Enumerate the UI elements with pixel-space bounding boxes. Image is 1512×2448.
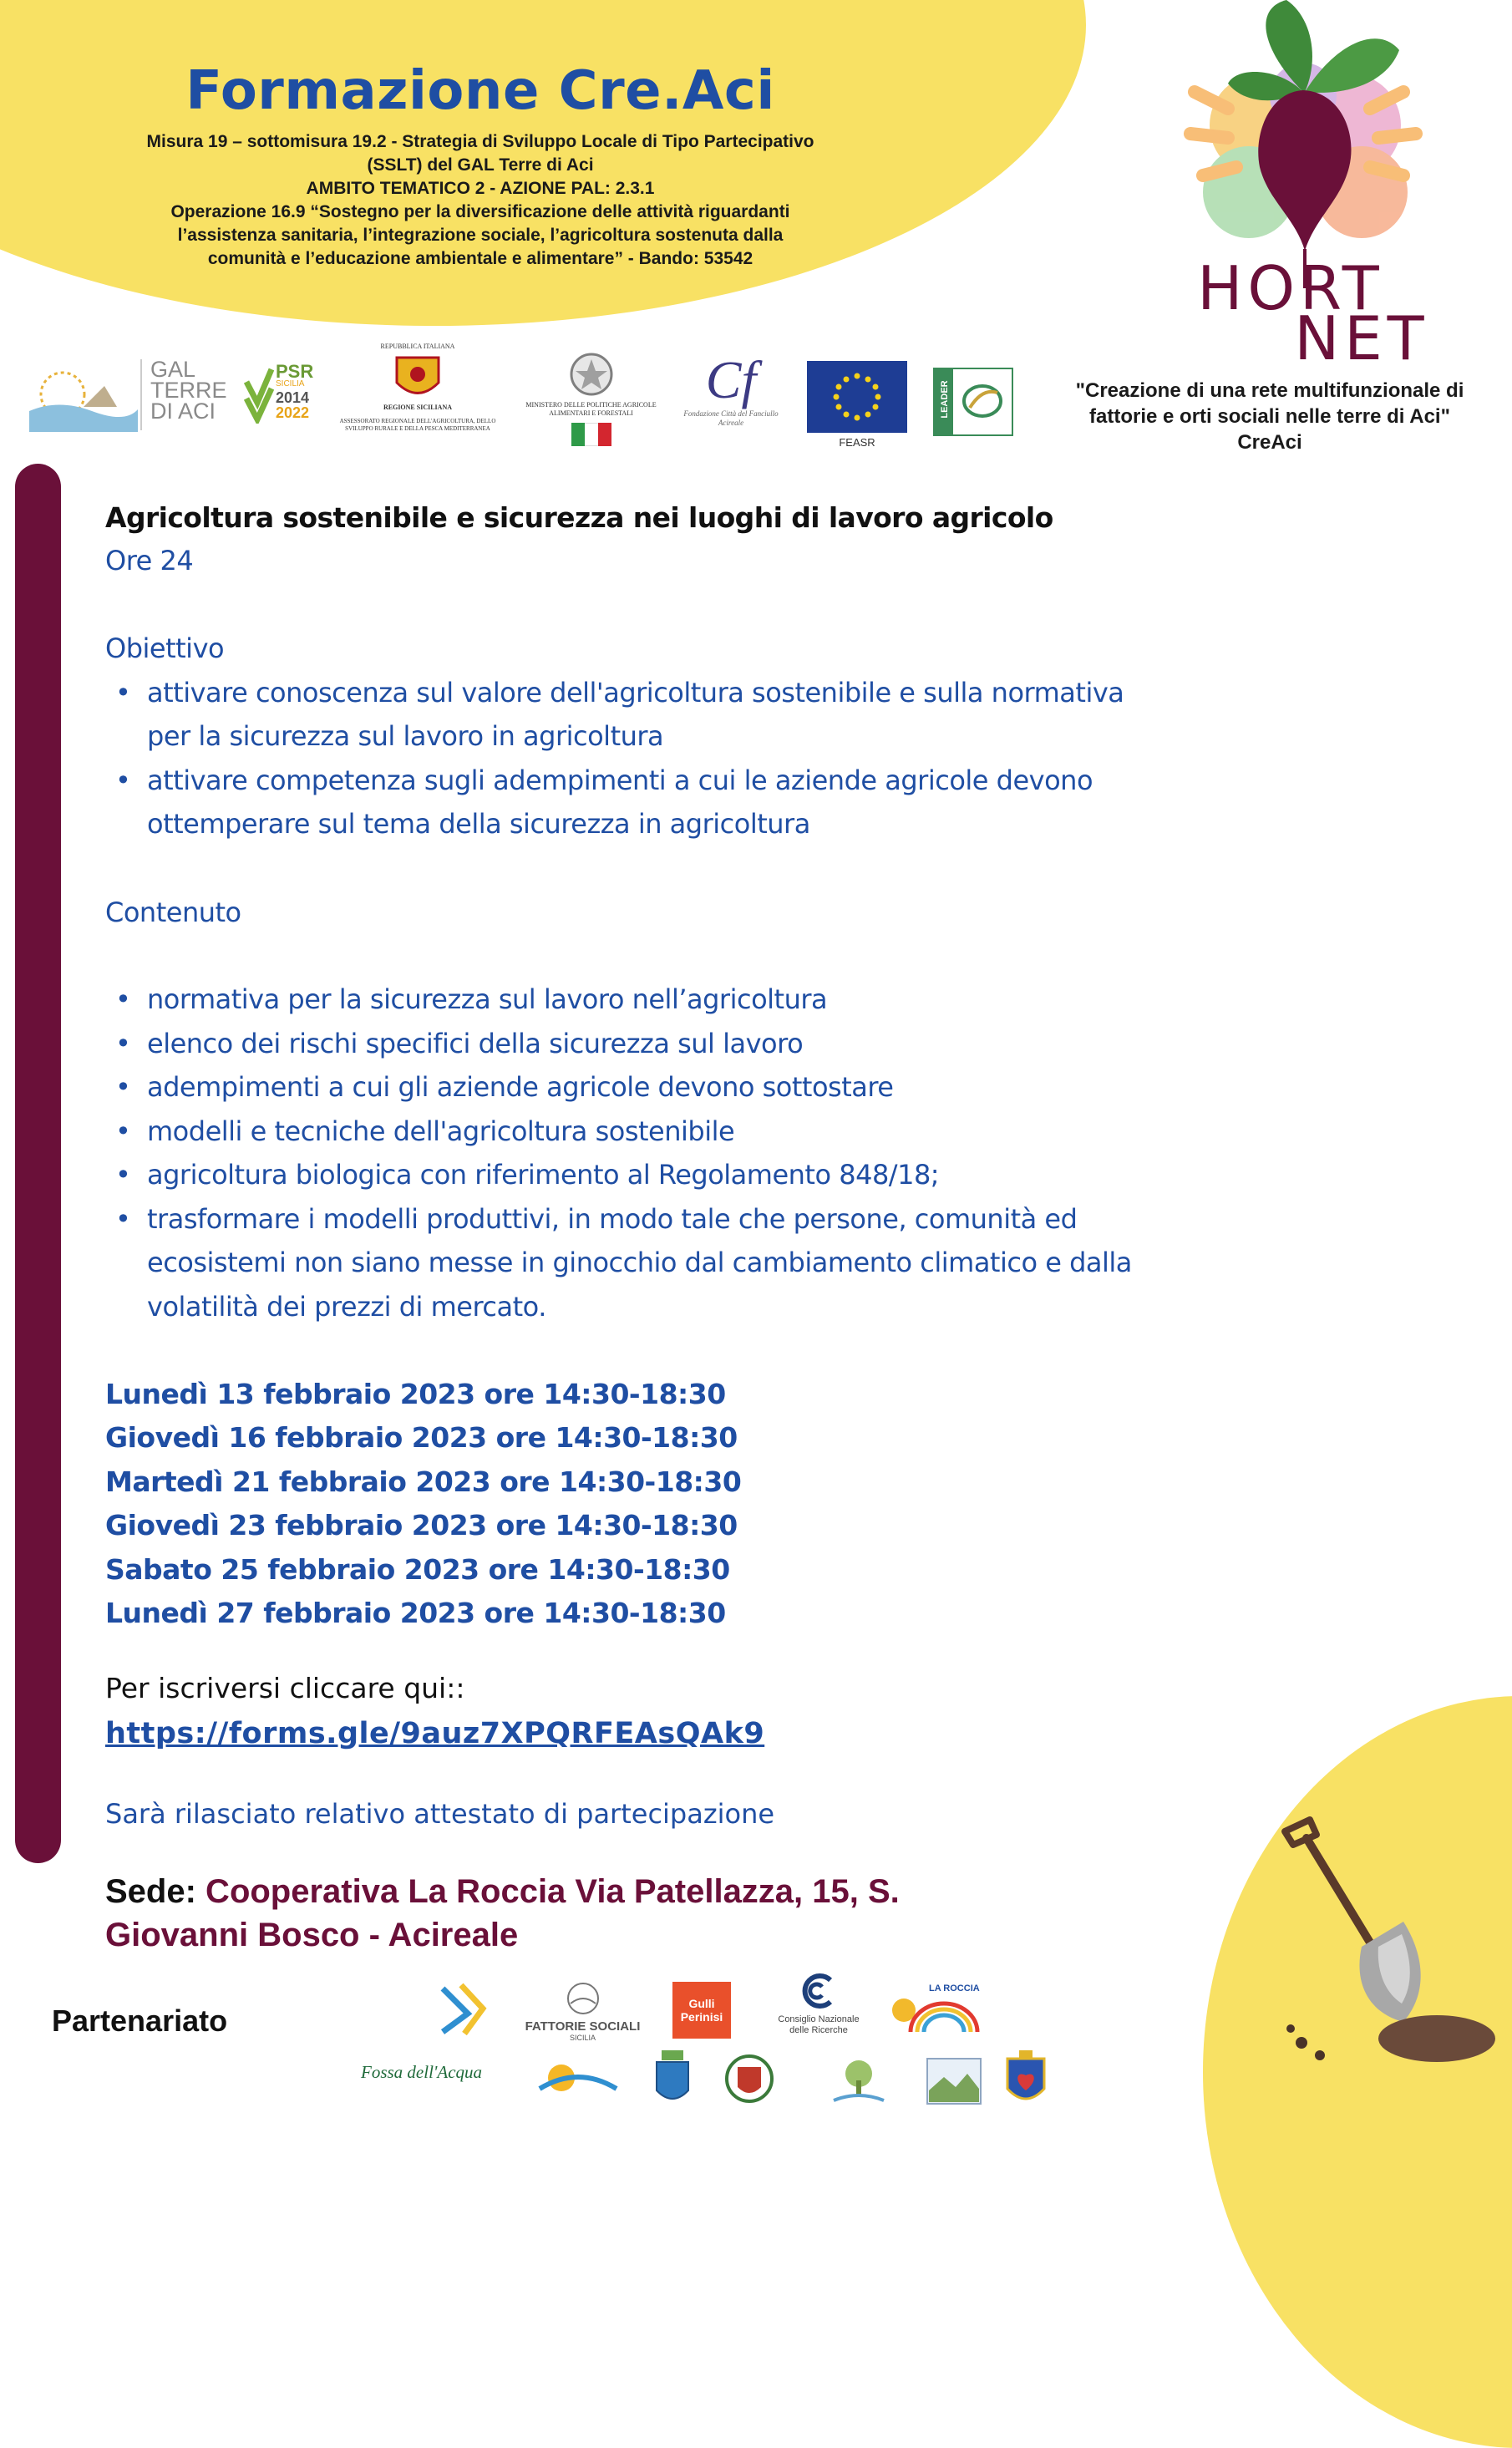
eu-flag-icon bbox=[807, 361, 907, 433]
caption-line: "Creazione di una rete multifunzionale di bbox=[1075, 379, 1464, 402]
fattorie-text: SICILIA bbox=[569, 2034, 596, 2042]
ministero-logo bbox=[518, 351, 664, 451]
psr-sicilia-logo bbox=[242, 361, 326, 432]
leaf-icon bbox=[960, 379, 1006, 423]
shovel-icon bbox=[1270, 1813, 1495, 2064]
venue-address-continued: Giovanni Bosco - Acireale bbox=[105, 1917, 519, 1953]
venue-address: Cooperativa La Roccia Via Patellazza, 15, S. bbox=[195, 1873, 900, 1910]
content-item: • modelli e tecniche dell'agricoltura sostenibile bbox=[147, 1115, 734, 1147]
coast-illustration-logo bbox=[25, 361, 138, 432]
fattorie-text: FATTORIE SOCIALI bbox=[525, 2019, 641, 2034]
heart-crest-icon bbox=[1002, 2050, 1049, 2110]
check-icon bbox=[242, 365, 276, 424]
schedule-date: Martedì 21 febbraio 2023 ore 14:30-18:30 bbox=[105, 1465, 742, 1498]
schedule-date: Sabato 25 febbraio 2023 ore 14:30-18:30 bbox=[105, 1553, 730, 1586]
schedule-date: Lunedì 13 febbraio 2023 ore 14:30-18:30 bbox=[105, 1378, 726, 1410]
project-caption bbox=[1053, 378, 1487, 455]
logo-text-net: NET bbox=[1294, 303, 1429, 368]
page-title: Formazione Cre.Aci bbox=[185, 60, 775, 122]
leader-logo bbox=[933, 368, 1013, 436]
partner-logo-fossa-dell-acqua bbox=[361, 2062, 515, 2095]
fossa-text: Fossa dell'Acqua bbox=[361, 2062, 483, 2082]
caption-line: fattorie e orti sociali nelle terre di Aci" bbox=[1089, 405, 1450, 428]
municipal-crest-icon bbox=[652, 2049, 693, 2109]
venue bbox=[105, 1870, 900, 1957]
partner-logo-fattorie-sociali bbox=[522, 1982, 643, 2053]
course-title: Agricoltura sostenibile e sicurezza nei luoghi di lavoro agricolo bbox=[105, 501, 1053, 534]
cnr-icon bbox=[797, 1972, 840, 2010]
funding-line: l’assistenza sanitaria, l’integrazione sociale, l’agricoltura sostenuta dalla bbox=[177, 226, 784, 245]
laroccia-text: LA ROCCIA bbox=[929, 1983, 980, 1993]
venue-label: Sede: bbox=[105, 1873, 196, 1910]
regione-text: REPUBBLICA ITALIANA bbox=[380, 343, 455, 350]
caption-line: CreAci bbox=[1237, 431, 1302, 454]
partner-logo-la-roccia bbox=[885, 1982, 986, 2040]
citta-del-fanciullo-logo bbox=[677, 351, 785, 443]
regione-crest-icon bbox=[393, 353, 443, 402]
content-item: • normativa per la sicurezza sul lavoro nell’agricoltura bbox=[147, 983, 827, 1015]
signup-label: Per iscriversi cliccare qui:: bbox=[105, 1672, 465, 1704]
partner-logo-gulli-perinisi bbox=[672, 1982, 731, 2039]
side-accent-bar bbox=[15, 464, 61, 1863]
gal-text: TERRE bbox=[150, 378, 227, 403]
psr-text: SICILIA bbox=[276, 379, 305, 389]
course-hours: Ore 24 bbox=[105, 545, 194, 576]
landscape-logo-icon bbox=[926, 2057, 982, 2105]
funding-line: AMBITO TEMATICO 2 - AZIONE PAL: 2.3.1 bbox=[306, 179, 655, 198]
certificate-note: Sarà rilasciato relativo attestato di partecipazione bbox=[105, 1798, 775, 1830]
content-item-continued: volatilità dei prezzi di mercato. bbox=[147, 1291, 546, 1323]
partner-logo-sunrise bbox=[536, 2057, 620, 2099]
funding-line: (SSLT) del GAL Terre di Aci bbox=[367, 155, 594, 175]
psr-text: PSR bbox=[276, 361, 314, 382]
psr-text: 2022 bbox=[276, 404, 310, 421]
logo-text-hort: HORT bbox=[1197, 253, 1384, 323]
footer-yellow-shape bbox=[1203, 1696, 1512, 2448]
schedule-date: Lunedì 27 febbraio 2023 ore 14:30-18:30 bbox=[105, 1597, 726, 1629]
tree-logo-icon bbox=[829, 2057, 889, 2105]
objective-item: • attivare conoscenza sul valore dell'agricoltura sostenibile e sulla normativa bbox=[147, 677, 1124, 708]
objective-item-continued: per la sicurezza sul lavoro in agricoltura bbox=[147, 720, 664, 752]
gal-text: GAL bbox=[150, 357, 196, 382]
field-icon bbox=[564, 1982, 602, 2015]
partner-logo-arrows bbox=[434, 1980, 495, 2040]
gal-text: DI ACI bbox=[150, 399, 216, 424]
content-heading: Contenuto bbox=[105, 896, 241, 928]
leader-text: LEADER bbox=[940, 380, 950, 419]
funding-line: Misura 19 – sottomisura 19.2 - Strategia di Sviluppo Locale di Tipo Partecipativo bbox=[146, 132, 814, 151]
content-item: • elenco dei rischi specifici della sicurezza sul lavoro bbox=[147, 1028, 803, 1059]
gulli-text: Gulli Perinisi bbox=[680, 1997, 723, 2024]
regione-text: REGIONE SICILIANA bbox=[383, 404, 453, 411]
objective-heading: Obiettivo bbox=[105, 632, 225, 664]
municipal-crest-icon bbox=[725, 2049, 774, 2109]
italian-flag-icon bbox=[571, 423, 611, 446]
regione-siciliana-logo bbox=[330, 343, 505, 451]
content-item-continued: ecosistemi non siano messe in ginocchio dal cambiamento climatico e dalla bbox=[147, 1247, 1132, 1278]
signup-link[interactable]: https://forms.gle/9auz7XPQRFEAsQAk9 bbox=[105, 1717, 765, 1750]
eu-feasr-logo bbox=[806, 361, 908, 451]
funding-line: comunità e l’educazione ambientale e alimentare” - Bando: 53542 bbox=[207, 249, 753, 268]
emblem-icon bbox=[568, 351, 615, 398]
objective-item-continued: ottemperare sul tema della sicurezza in agricoltura bbox=[147, 808, 810, 840]
partner-logo-cnr bbox=[769, 1972, 869, 2051]
ministero-text: MINISTERO DELLE POLITICHE AGRICOLE ALIMENTARI E FORESTALI bbox=[525, 401, 657, 417]
schedule-date: Giovedì 16 febbraio 2023 ore 14:30-18:30 bbox=[105, 1421, 738, 1454]
content-item: • agricoltura biologica con riferimento al Regolamento 848/18; bbox=[147, 1159, 939, 1191]
content-item: • trasformare i modelli produttivi, in modo tale che persone, comunità ed bbox=[147, 1203, 1077, 1235]
cf-caption: Fondazione Città del Fanciullo Acireale bbox=[683, 409, 779, 427]
schedule-date: Giovedì 23 febbraio 2023 ore 14:30-18:30 bbox=[105, 1509, 738, 1541]
hortnet-logo bbox=[1111, 0, 1495, 368]
eu-caption: FEASR bbox=[839, 436, 875, 449]
funding-info bbox=[109, 130, 852, 271]
content-item: • adempimenti a cui gli aziende agricole devono sottostare bbox=[147, 1071, 893, 1103]
cf-mark: Cf bbox=[705, 350, 757, 409]
gal-terre-di-aci-logo bbox=[140, 359, 234, 430]
cnr-text: Consiglio Nazionale delle Ricerche bbox=[778, 2014, 860, 2035]
funding-line: Operazione 16.9 “Sostegno per la diversificazione delle attività riguardanti bbox=[170, 202, 790, 221]
partners-label: Partenariato bbox=[52, 2004, 228, 2038]
objective-item: • attivare competenza sugli adempimenti a cui le aziende agricole devono bbox=[147, 764, 1093, 796]
regione-text: ASSESSORATO REGIONALE DELL'AGRICOLTURA, DELLO SVILUPPO RURALE E DELLA PESCA MEDITERRANEA bbox=[339, 418, 496, 432]
psr-text: 2014 bbox=[276, 389, 310, 406]
